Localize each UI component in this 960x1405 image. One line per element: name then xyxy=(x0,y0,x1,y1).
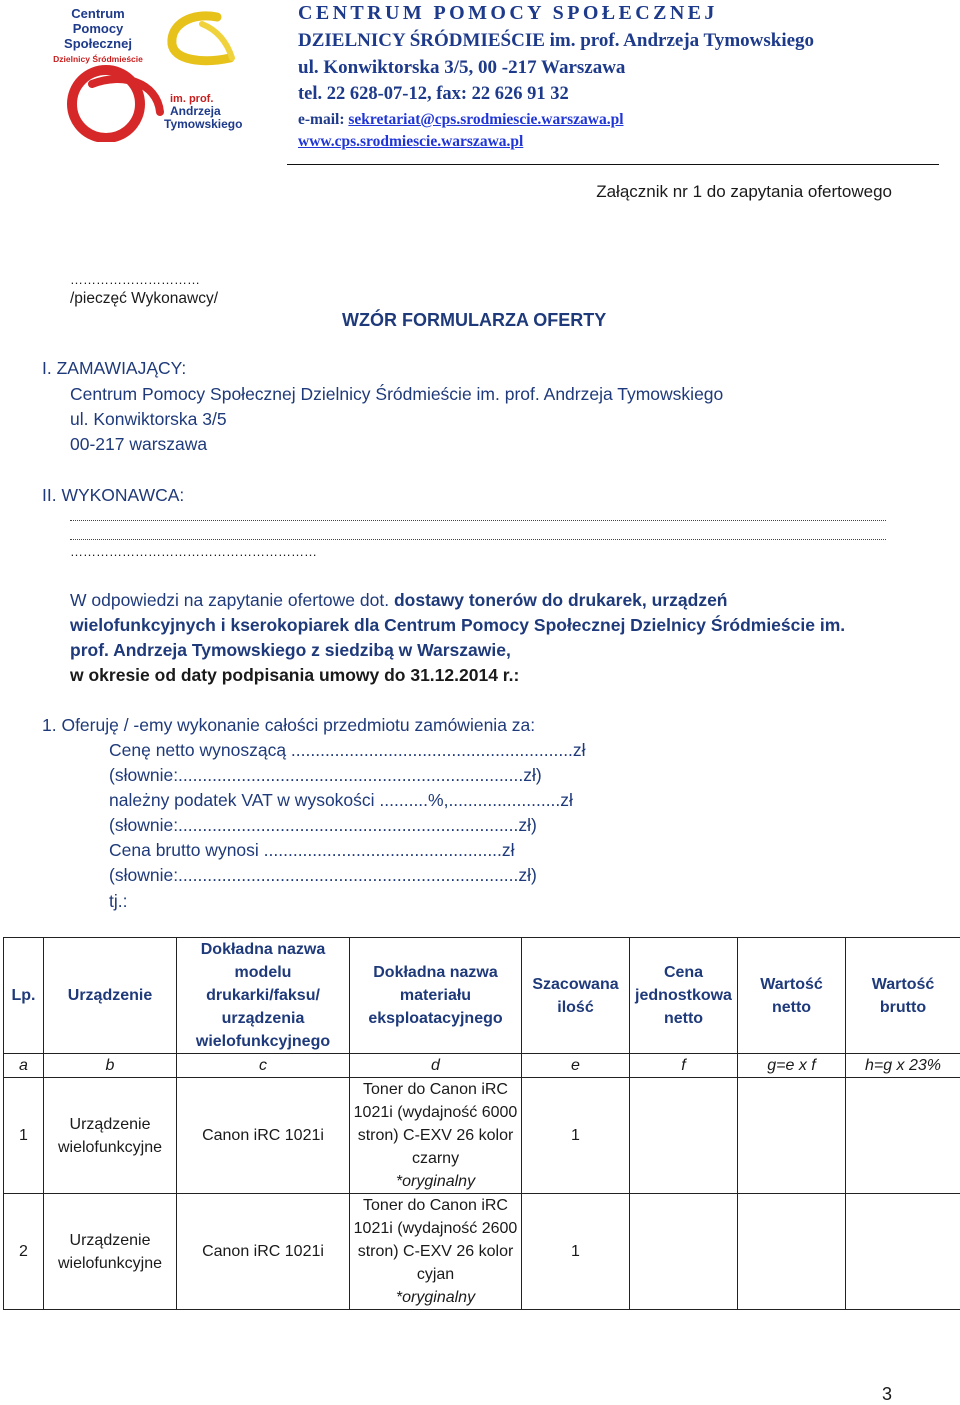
cell-lp: 1 xyxy=(4,1078,44,1194)
original-note: *oryginalny xyxy=(396,1289,475,1306)
offer-words-2: (słownie:......................................................................zł) xyxy=(109,815,537,836)
stamp-dots: ………………………… xyxy=(70,272,200,287)
cell-material xyxy=(350,1078,522,1194)
form-title: WZÓR FORMULARZA OFERTY xyxy=(342,310,606,331)
contractor-line-2 xyxy=(70,539,886,540)
contractor-line-1 xyxy=(70,520,886,521)
cell-gross-value[interactable] xyxy=(846,1194,960,1310)
col-letter: c xyxy=(177,1054,350,1078)
stamp-label: /pieczęć Wykonawcy/ xyxy=(70,290,218,308)
table-row xyxy=(4,1194,960,1310)
material-text: Toner do Canon iRC 1021i (wydajność 2600 stron) C-EXV 26 kolor cyjan xyxy=(354,1197,518,1283)
offer-gross: Cena brutto wynosi .................................................zł xyxy=(109,840,515,861)
cell-model: Canon iRC 1021i xyxy=(177,1078,350,1194)
offer-vat: należny podatek VAT w wysokości ..........%,.......................zł xyxy=(109,790,573,811)
logo-line4: Dzielnicy Śródmieście xyxy=(53,53,143,64)
original-note: *oryginalny xyxy=(396,1173,475,1190)
orderer-street: ul. Konwiktorska 3/5 xyxy=(70,409,227,430)
org-phone: tel. 22 628-07-12, fax: 22 626 91 32 xyxy=(298,84,569,105)
intro-bold-1: dostawy tonerów do drukarek, urządzeń xyxy=(394,590,728,610)
col-letter: b xyxy=(44,1054,177,1078)
cell-unit-price[interactable] xyxy=(630,1078,738,1194)
orderer-heading: I. ZAMAWIAJĄCY: xyxy=(42,358,186,379)
email-link[interactable]: sekretariat@cps.srodmiescie.warszawa.pl xyxy=(348,111,623,128)
cell-unit-price[interactable] xyxy=(630,1194,738,1310)
logo-line3: Społecznej xyxy=(64,36,132,51)
logo-line2: Pomocy xyxy=(73,21,124,36)
table-letter-row xyxy=(4,1054,960,1078)
page-number: 3 xyxy=(882,1384,892,1405)
intro-line-2: wielofunkcyjnych i kserokopiarek dla Centrum Pomocy Społecznej Dzielnicy Śródmieście im. xyxy=(70,615,845,636)
attachment-note: Załącznik nr 1 do zapytania ofertowego xyxy=(596,182,892,202)
cell-qty: 1 xyxy=(522,1078,630,1194)
th-qty: Szacowana ilość xyxy=(522,938,630,1054)
cell-qty: 1 xyxy=(522,1194,630,1310)
col-letter: g=e x f xyxy=(738,1054,846,1078)
col-letter: e xyxy=(522,1054,630,1078)
contractor-heading: II. WYKONAWCA: xyxy=(42,485,184,506)
cell-net-value[interactable] xyxy=(738,1078,846,1194)
th-model: Dokładna nazwa modelu drukarki/faksu/ urządzenia wielofunkcyjnego xyxy=(177,938,350,1054)
cell-material xyxy=(350,1194,522,1310)
intro-line-4: w okresie od daty podpisania umowy do 31.12.2014 r.: xyxy=(70,665,519,686)
logo-line5: im. prof. xyxy=(170,93,213,105)
offer-table xyxy=(3,937,960,1310)
logo-line1: Centrum xyxy=(71,6,124,21)
email-label: e-mail: xyxy=(298,111,348,128)
cell-device: Urządzenie wielofunkcyjne xyxy=(44,1194,177,1310)
contractor-line-3: ………………………………………………… xyxy=(70,544,317,559)
org-email-line xyxy=(298,111,624,129)
logo-swoosh-yellow-2 xyxy=(202,24,232,58)
th-lp: Lp. xyxy=(4,938,44,1054)
cell-device: Urządzenie wielofunkcyjne xyxy=(44,1078,177,1194)
logo-line7: Tymowskiego xyxy=(164,117,242,131)
table-row xyxy=(4,1078,960,1194)
intro-line-1 xyxy=(70,590,728,611)
cell-net-value[interactable] xyxy=(738,1194,846,1310)
th-net-value: Wartość netto xyxy=(738,938,846,1054)
intro-line-3: prof. Andrzeja Tymowskiego z siedzibą w Warszawie, xyxy=(70,640,511,661)
logo-line6: Andrzeja xyxy=(170,104,221,118)
th-device: Urządzenie xyxy=(44,938,177,1054)
org-name: CENTRUM POMOCY SPOŁECZNEJ xyxy=(298,2,718,25)
table-header-row xyxy=(4,938,960,1054)
intro-plain: W odpowiedzi na zapytanie ofertowe dot. xyxy=(70,590,394,610)
col-letter: h=g x 23% xyxy=(846,1054,960,1078)
org-website-line xyxy=(298,133,523,151)
logo-swoosh-red xyxy=(92,79,160,112)
orderer-name: Centrum Pomocy Społecznej Dzielnicy Śródmieście im. prof. Andrzeja Tymowskiego xyxy=(70,384,723,405)
th-gross-value: Wartość brutto xyxy=(846,938,960,1054)
col-letter: f xyxy=(630,1054,738,1078)
offer-ie: tj.: xyxy=(109,891,127,912)
cell-gross-value[interactable] xyxy=(846,1078,960,1194)
material-text: Toner do Canon iRC 1021i (wydajność 6000 stron) C-EXV 26 kolor czarny xyxy=(354,1081,518,1167)
offer-words-3: (słownie:......................................................................zł) xyxy=(109,865,537,886)
col-letter: a xyxy=(4,1054,44,1078)
orderer-city: 00-217 warszawa xyxy=(70,434,207,455)
offer-point: 1. Oferuję / -emy wykonanie całości przedmiotu zamówienia za: xyxy=(42,715,535,736)
offer-net: Cenę netto wynoszącą ..........................................................zł xyxy=(109,740,586,761)
offer-words-1: (słownie:.......................................................................zł) xyxy=(109,765,542,786)
org-address: ul. Konwiktorska 3/5, 00 -217 Warszawa xyxy=(298,57,625,79)
cps-logo xyxy=(52,2,272,142)
cell-model: Canon iRC 1021i xyxy=(177,1194,350,1310)
header-rule xyxy=(287,164,939,165)
th-material: Dokładna nazwa materiału eksploatacyjnego xyxy=(350,938,522,1054)
col-letter: d xyxy=(350,1054,522,1078)
cell-lp: 2 xyxy=(4,1194,44,1310)
website-link[interactable]: www.cps.srodmiescie.warszawa.pl xyxy=(298,133,523,150)
th-unit-price: Cena jednostkowa netto xyxy=(630,938,738,1054)
org-district: DZIELNICY ŚRÓDMIEŚCIE im. prof. Andrzeja Tymowskiego xyxy=(298,30,814,52)
